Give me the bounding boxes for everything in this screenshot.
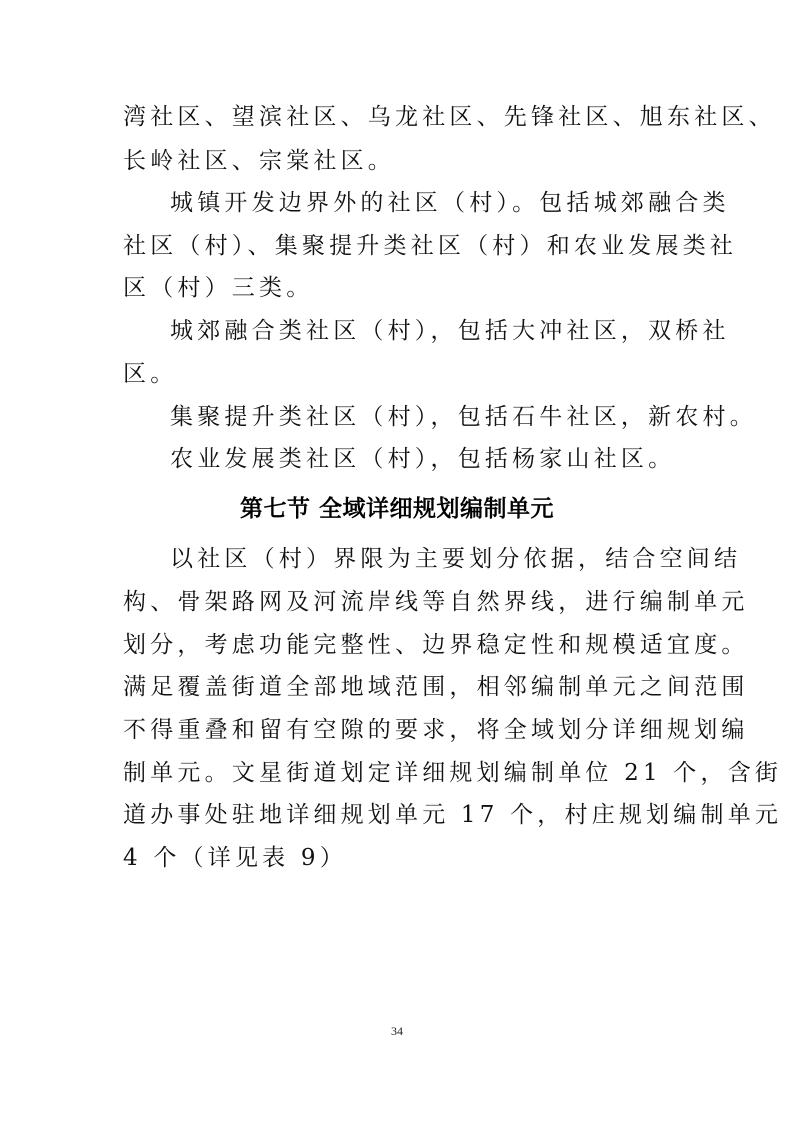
text-line: 构、骨架路网及河流岸线等自然界线，进行编制单元: [123, 589, 749, 615]
text-line: 城郊融合类社区（村），包括大冲社区，双桥社: [170, 318, 730, 344]
text-line: 湾社区、望滨社区、乌龙社区、先锋社区、旭东社区、: [123, 104, 776, 130]
text-line: 划分，考虑功能完整性、边界稳定性和规模适宜度。: [123, 632, 749, 658]
text-line: 城镇开发边界外的社区（村）。包括城郊融合类: [170, 190, 730, 216]
text-line: 区（村）三类。: [123, 275, 314, 301]
text-line: 道办事处驻地详细规划单元 17 个，村庄规划编制单元: [123, 802, 783, 828]
text-line: 4 个（详见表 9）: [123, 845, 347, 871]
text-line: 集聚提升类社区（村），包括石牛社区，新农村。: [170, 404, 757, 430]
text-line: 制单元。文星街道划定详细规划编制单位 21 个，含街: [123, 760, 783, 786]
page-number: 34: [391, 1024, 403, 1038]
text-line: 以社区（村）界限为主要划分依据，结合空间结: [170, 546, 742, 572]
section-heading: 第七节 全域详细规划编制单元: [239, 496, 554, 522]
text-line: 不得重叠和留有空隙的要求，将全域划分详细规划编: [123, 717, 749, 743]
text-line: 满足覆盖街道全部地域范围，相邻编制单元之间范围: [123, 674, 749, 700]
text-line: 区。: [123, 361, 178, 387]
text-line: 社区（村）、集聚提升类社区（村）和农业发展类社: [123, 233, 738, 259]
text-line: 农业发展类社区（村），包括杨家山社区。: [170, 446, 676, 472]
text-line: 长岭社区、宗棠社区。: [123, 148, 395, 174]
